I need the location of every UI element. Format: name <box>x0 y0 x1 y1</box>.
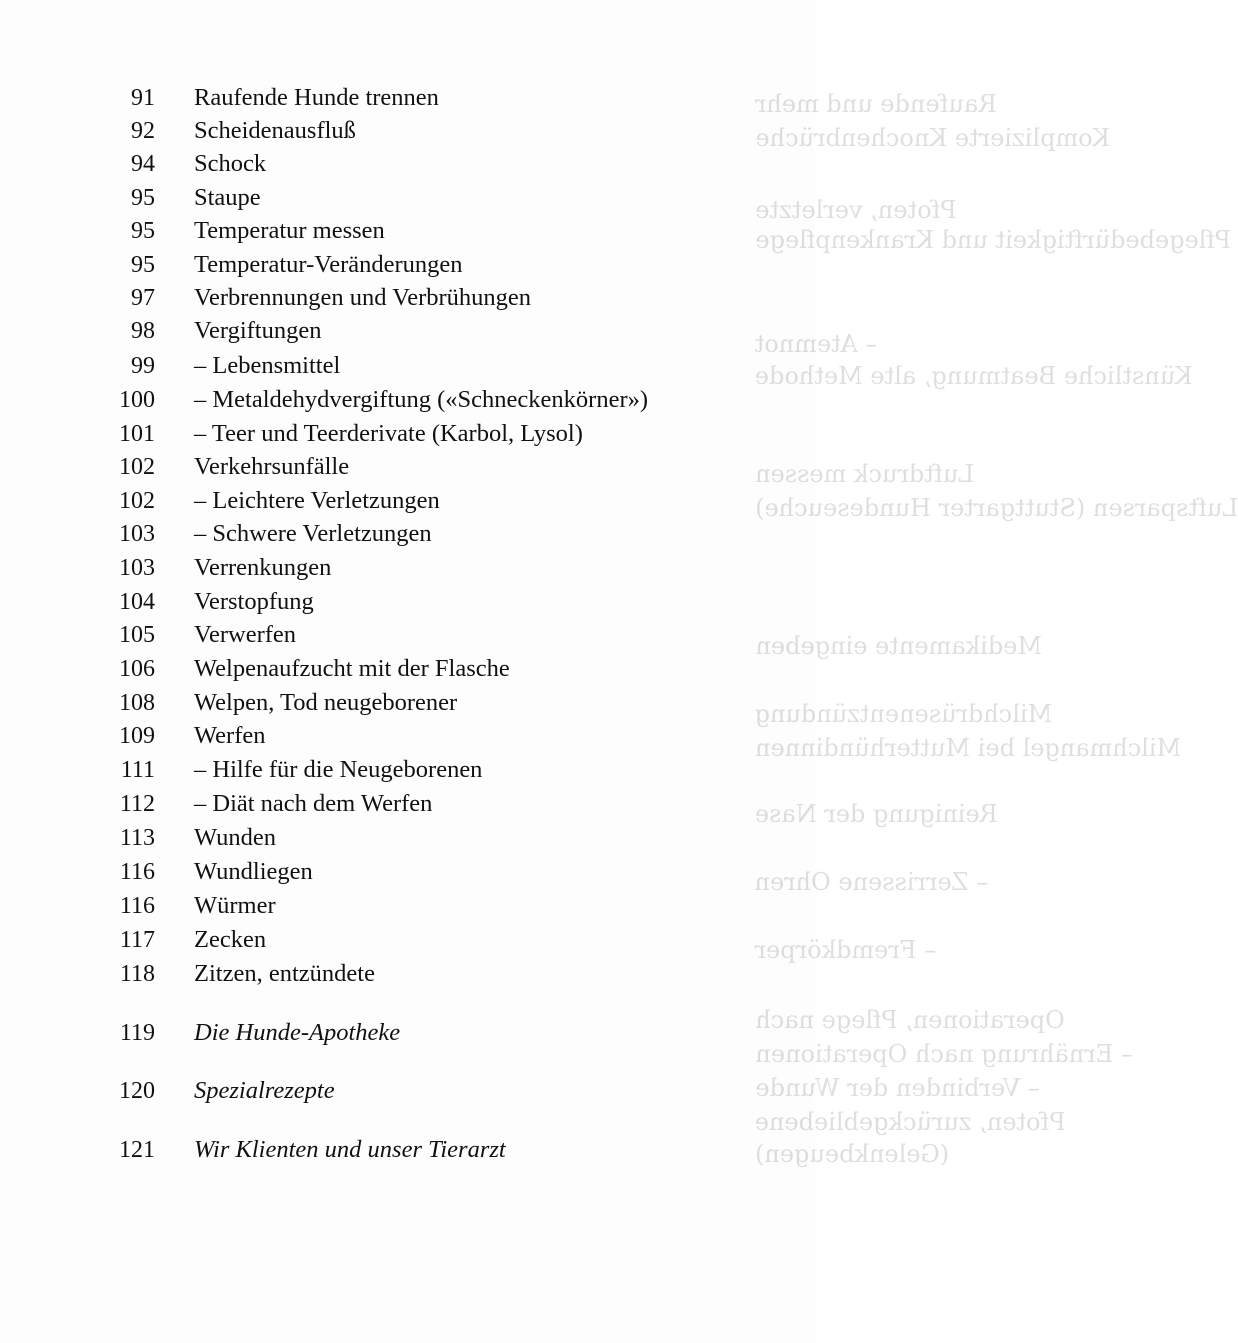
entry-title: Würmer <box>194 892 276 919</box>
page-number: 102 <box>119 488 155 514</box>
toc-entry <box>0 618 815 652</box>
entry-title: Werfen <box>194 722 266 749</box>
toc-entry <box>0 214 815 248</box>
toc-entry <box>0 383 815 417</box>
toc-entry-section <box>0 1133 815 1167</box>
toc-entry <box>0 855 815 889</box>
reverse-side-show-through: Raufende und mehr Komplizierte Knochenbrüche Pfoten, verletzte Pflegebedürftigkeit und Krankenpflege – Atemnot Künstliche Beatmung, alte Methode Luftdruck messen Luftsparsen (Stuttgarter Hundeseuche) Medikamente eingeben Milchdrüsenentzündung Milchmangel bei Mutterhündinnen Reinigung der Nase – Zerrissene Ohren – Fremdkörper Operationen, Pflege nach – Ernährung nach Operationen – Verbinden der Wunde Pfoten, zurückgebliebene (Gelenkbeugen) <box>755 90 1238 1168</box>
toc-entry <box>0 147 815 181</box>
toc-entry <box>0 314 815 348</box>
page-number: 95 <box>131 218 155 244</box>
page-number: 116 <box>119 893 155 919</box>
page-number: 120 <box>119 1078 155 1104</box>
entry-title: Vergiftungen <box>194 317 322 344</box>
page-number: 104 <box>119 589 155 615</box>
toc-entry <box>0 417 815 451</box>
toc-entry <box>0 753 815 787</box>
entry-title: Wundliegen <box>194 858 313 885</box>
entry-title: Wunden <box>194 824 277 851</box>
page-number: 98 <box>131 318 155 344</box>
page-number: 100 <box>119 387 155 413</box>
entry-title: – Leichtere Verletzungen <box>194 487 440 514</box>
toc-entry <box>0 450 815 484</box>
page-number: 105 <box>119 622 155 648</box>
page-number: 97 <box>131 285 155 311</box>
section-title: Die Hunde-Apotheke <box>194 1019 401 1046</box>
page-number: 103 <box>119 555 155 581</box>
entry-title: Schock <box>194 150 267 177</box>
entry-title: Zecken <box>194 926 267 953</box>
toc-entry <box>0 585 815 619</box>
toc-entry <box>0 787 815 821</box>
page-number: 108 <box>119 690 155 716</box>
page-number: 103 <box>119 521 155 547</box>
toc-entry <box>0 517 815 551</box>
entry-title: Raufende Hunde trennen <box>194 84 439 111</box>
entry-title: Temperatur-Veränderungen <box>194 251 463 278</box>
page-number: 91 <box>131 85 155 111</box>
section-title: Spezialrezepte <box>194 1077 335 1104</box>
entry-title: Welpenaufzucht mit der Flasche <box>194 655 510 682</box>
page-number: 121 <box>119 1137 155 1163</box>
entry-title: Staupe <box>194 184 261 211</box>
toc-entry <box>0 923 815 957</box>
section-title: Wir Klienten und unser Tierarzt <box>194 1136 506 1163</box>
entry-title: – Hilfe für die Neugeborenen <box>194 756 483 783</box>
entry-title: Verbrennungen und Verbrühungen <box>194 284 532 311</box>
page-number: 95 <box>131 252 155 278</box>
page-number: 117 <box>119 927 155 953</box>
toc-entry <box>0 281 815 315</box>
page-number: 119 <box>119 1020 155 1046</box>
toc-entry-section <box>0 1074 815 1108</box>
toc-entry <box>0 652 815 686</box>
entry-title: Zitzen, entzündete <box>194 960 375 987</box>
toc-entry <box>0 81 815 115</box>
toc-entry <box>0 248 815 282</box>
toc-entry <box>0 484 815 518</box>
toc-entry <box>0 821 815 855</box>
page-number: 92 <box>131 118 155 144</box>
toc-entry <box>0 686 815 720</box>
page-number: 102 <box>119 454 155 480</box>
page-number: 112 <box>119 791 155 817</box>
page-number: 101 <box>119 421 155 447</box>
entry-title: Scheidenausfluß <box>194 117 356 144</box>
toc-entry <box>0 719 815 753</box>
toc-entry <box>0 349 815 383</box>
entry-title: – Schwere Verletzungen <box>194 520 432 547</box>
page-number: 94 <box>131 151 155 177</box>
toc-entry <box>0 114 815 148</box>
toc-entry <box>0 957 815 991</box>
page-number: 111 <box>120 757 155 783</box>
page-number: 109 <box>119 723 155 749</box>
toc-entry-section <box>0 1016 815 1050</box>
entry-title: – Metaldehydvergiftung («Schneckenkörner») <box>194 386 649 413</box>
entry-title: Temperatur messen <box>194 217 385 244</box>
entry-title: – Lebensmittel <box>194 352 341 379</box>
entry-title: Welpen, Tod neugeborener <box>194 689 458 716</box>
entry-title: – Diät nach dem Werfen <box>194 790 433 817</box>
page-number: 95 <box>131 185 155 211</box>
entry-title: Verkehrsunfälle <box>194 453 350 480</box>
entry-title: Verwerfen <box>194 621 297 648</box>
page-number: 99 <box>131 353 155 379</box>
page-number: 118 <box>119 961 155 987</box>
page-number: 116 <box>119 859 155 885</box>
toc-entry <box>0 181 815 215</box>
entry-title: Verrenkungen <box>194 554 332 581</box>
toc-entry <box>0 551 815 585</box>
entry-title: – Teer und Teerderivate (Karbol, Lysol) <box>194 420 583 447</box>
page-number: 106 <box>119 656 155 682</box>
toc-entry <box>0 889 815 923</box>
entry-title: Verstopfung <box>194 588 314 615</box>
page-number: 113 <box>119 825 155 851</box>
